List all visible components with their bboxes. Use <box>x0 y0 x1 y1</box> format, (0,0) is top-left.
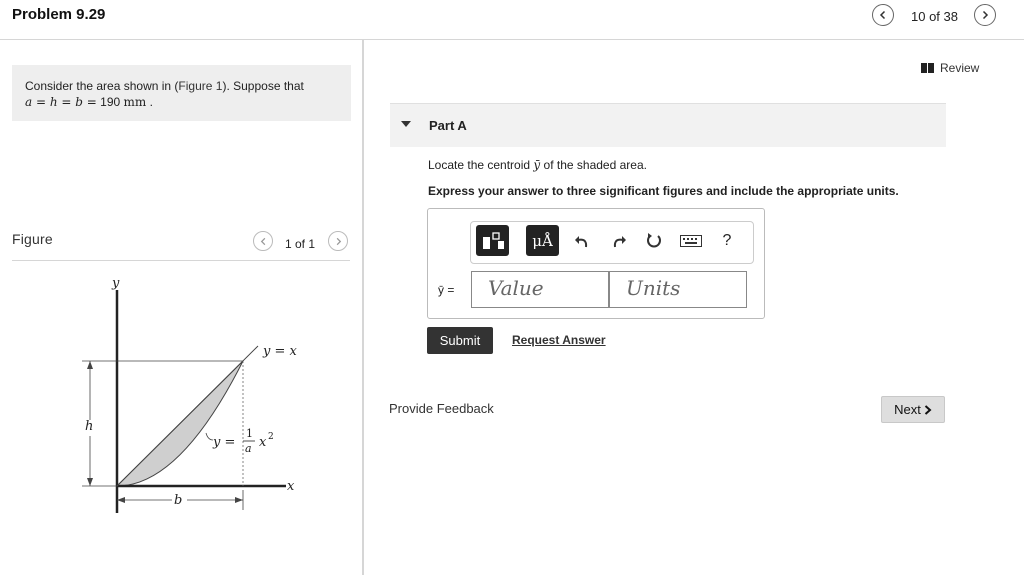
curve-label-right: x <box>259 435 267 450</box>
question-text <box>428 158 647 172</box>
value-input[interactable]: Value <box>471 271 609 308</box>
template-icon <box>481 231 505 251</box>
panel-divider <box>362 40 364 575</box>
review-label: Review <box>940 61 980 75</box>
help-button[interactable]: ? <box>722 232 732 249</box>
caret-down-icon[interactable] <box>401 121 411 127</box>
problem-unit: mm <box>123 95 147 109</box>
curve-label-denominator: a <box>245 442 252 455</box>
undo-button[interactable] <box>572 229 594 253</box>
keyboard-button[interactable] <box>679 229 703 253</box>
figure-link[interactable]: Figure 1 <box>178 79 223 93</box>
redo-button[interactable] <box>607 229 629 253</box>
line-y-equals-x <box>117 346 258 486</box>
question-after: of the shaded area. <box>543 158 647 172</box>
chevron-right-icon <box>334 237 343 246</box>
curve-label-exponent: 2 <box>268 432 274 442</box>
submit-button[interactable]: Submit <box>427 327 493 354</box>
figure-prev-button[interactable] <box>253 231 273 251</box>
line-label: y = x <box>263 344 297 359</box>
chevron-right-icon <box>924 405 932 415</box>
redo-icon <box>610 234 626 248</box>
figure-divider <box>12 260 350 261</box>
problem-text-before: Consider the area shown in ( <box>25 79 179 93</box>
units-button[interactable]: μÅ <box>526 225 559 256</box>
request-answer-link[interactable]: Request Answer <box>512 333 606 347</box>
h-arrow-up <box>87 361 93 369</box>
next-label: Next <box>894 402 921 417</box>
curve-label-left: y = <box>213 435 236 450</box>
reset-icon <box>645 232 663 250</box>
figure-next-button[interactable] <box>328 231 348 251</box>
question-before: Locate the centroid <box>428 158 531 172</box>
problem-value: 190 <box>100 95 121 109</box>
keyboard-icon <box>680 235 702 247</box>
y-axis-label: y <box>112 276 120 291</box>
question-symbol: ȳ <box>533 158 541 172</box>
curve-label-numerator: 1 <box>246 427 253 440</box>
problem-equation: a = h = b = <box>25 95 97 109</box>
review-link[interactable] <box>921 61 979 75</box>
b-label: b <box>174 493 183 508</box>
x-axis-label: x <box>287 479 295 494</box>
chevron-right-icon <box>980 10 990 20</box>
problem-text-after: ). Suppose that <box>222 79 304 93</box>
reset-button[interactable] <box>643 229 665 253</box>
chevron-left-icon <box>878 10 888 20</box>
part-a-title: Part A <box>429 118 467 133</box>
next-button[interactable] <box>881 396 945 423</box>
templates-button[interactable] <box>476 225 509 256</box>
figure-label: Figure <box>12 231 53 247</box>
answer-label: ȳ = <box>438 283 455 297</box>
next-problem-button[interactable] <box>974 4 996 26</box>
h-arrow-down <box>87 478 93 486</box>
b-arrow-right <box>235 497 243 503</box>
provide-feedback-link[interactable]: Provide Feedback <box>389 401 494 416</box>
problem-counter: 10 of 38 <box>911 9 958 24</box>
book-icon <box>921 63 934 73</box>
figure-diagram <box>60 270 350 520</box>
prev-problem-button[interactable] <box>872 4 894 26</box>
chevron-left-icon <box>259 237 268 246</box>
page-title: Problem 9.29 <box>12 6 106 23</box>
header-divider <box>0 39 1024 40</box>
units-input[interactable]: Units <box>609 271 747 308</box>
figure-counter: 1 of 1 <box>285 237 316 251</box>
curve-label-leader <box>206 433 213 440</box>
instruction-text: Express your answer to three significant figures and include the appropriate units. <box>428 184 899 198</box>
problem-statement: Consider the area shown in (Figure 1). Suppose that a = h = b = 190 mm . <box>12 65 351 121</box>
h-label: h <box>85 419 94 434</box>
part-a-header[interactable] <box>390 103 946 147</box>
undo-icon <box>575 234 591 248</box>
